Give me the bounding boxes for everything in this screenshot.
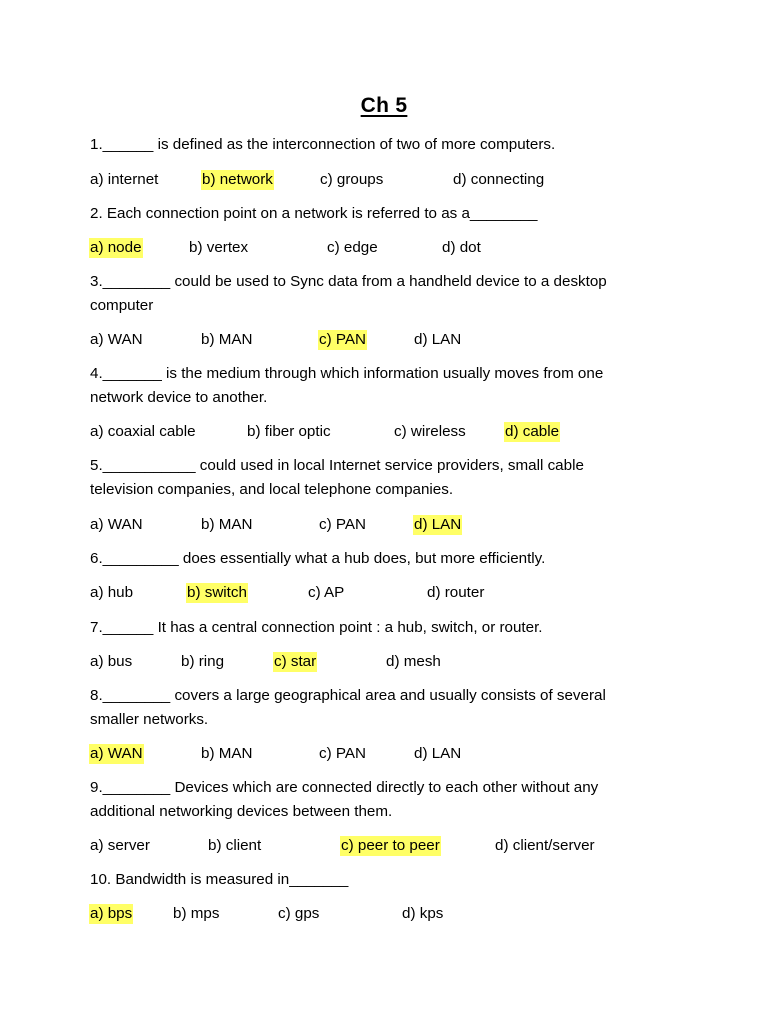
q8-option-c: c) PAN xyxy=(319,745,366,762)
question-2-text: 2. Each connection point on a network is referred to as a________ xyxy=(90,205,538,222)
q6-option-b-answer: b) switch xyxy=(187,584,247,601)
q8-option-d: d) LAN xyxy=(414,745,462,762)
question-1-text: 1.______ is defined as the interconnection of two of more computers. xyxy=(90,136,556,153)
question-3-text-line-1: 3.________ could be used to Sync data from a handheld device to a desktop xyxy=(90,273,607,290)
q8-option-a-answer: a) WAN xyxy=(90,745,143,762)
q10-option-b: b) mps xyxy=(173,905,220,922)
q3-option-a: a) WAN xyxy=(90,331,143,348)
q4-option-c: c) wireless xyxy=(394,423,466,440)
q10-option-c: c) gps xyxy=(278,905,320,922)
question-6-text: 6._________ does essentially what a hub does, but more efficiently. xyxy=(90,550,546,567)
q2-option-c: c) edge xyxy=(327,239,378,256)
page-title: Ch 5 xyxy=(360,94,408,117)
question-8-text-line-1: 8.________ covers a large geographical area and usually consists of several xyxy=(90,687,606,704)
q5-option-d-answer: d) LAN xyxy=(414,516,462,533)
q3-option-d: d) LAN xyxy=(414,331,462,348)
q6-option-d: d) router xyxy=(427,584,485,601)
question-4-text-line-2: network device to another. xyxy=(90,389,268,406)
q7-option-a: a) bus xyxy=(90,653,133,670)
question-9-text-line-1: 9.________ Devices which are connected directly to each other without any xyxy=(90,779,599,796)
q7-option-b: b) ring xyxy=(181,653,225,670)
q2-option-d: d) dot xyxy=(442,239,481,256)
q4-option-a: a) coaxial cable xyxy=(90,423,196,440)
question-4-text-line-1: 4._______ is the medium through which information usually moves from one xyxy=(90,365,604,382)
question-5-text-line-2: television companies, and local telephone companies. xyxy=(90,481,454,498)
q2-option-a-answer: a) node xyxy=(90,239,142,256)
q6-option-a: a) hub xyxy=(90,584,134,601)
question-8-text-line-2: smaller networks. xyxy=(90,711,209,728)
question-10-text: 10. Bandwidth is measured in_______ xyxy=(90,871,349,888)
q7-option-c-answer: c) star xyxy=(274,653,317,670)
q1-option-d: d) connecting xyxy=(453,171,545,188)
q5-option-b: b) MAN xyxy=(201,516,253,533)
q5-option-a: a) WAN xyxy=(90,516,143,533)
question-9-text-line-2: additional networking devices between them. xyxy=(90,803,393,820)
question-5-text-line-1: 5.___________ could used in local Internet service providers, small cable xyxy=(90,457,584,474)
q9-option-a: a) server xyxy=(90,837,150,854)
question-7-text: 7.______ It has a central connection point : a hub, switch, or router. xyxy=(90,619,543,636)
question-3-text-line-2: computer xyxy=(90,297,154,314)
q10-option-d: d) kps xyxy=(402,905,444,922)
q8-option-b: b) MAN xyxy=(201,745,253,762)
q9-option-d: d) client/server xyxy=(495,837,595,854)
q1-option-a: a) internet xyxy=(90,171,159,188)
q10-option-a-answer: a) bps xyxy=(90,905,133,922)
q1-option-c: c) groups xyxy=(320,171,384,188)
q9-option-b: b) client xyxy=(208,837,262,854)
q2-option-b: b) vertex xyxy=(189,239,249,256)
q1-option-b-answer: b) network xyxy=(202,171,273,188)
q4-option-d-answer: d) cable xyxy=(505,423,560,440)
q4-option-b: b) fiber optic xyxy=(247,423,331,440)
q3-option-c-answer: c) PAN xyxy=(319,331,366,348)
q9-option-c-answer: c) peer to peer xyxy=(341,837,440,854)
q3-option-b: b) MAN xyxy=(201,331,253,348)
q5-option-c: c) PAN xyxy=(319,516,366,533)
q6-option-c: c) AP xyxy=(308,584,345,601)
q7-option-d: d) mesh xyxy=(386,653,441,670)
